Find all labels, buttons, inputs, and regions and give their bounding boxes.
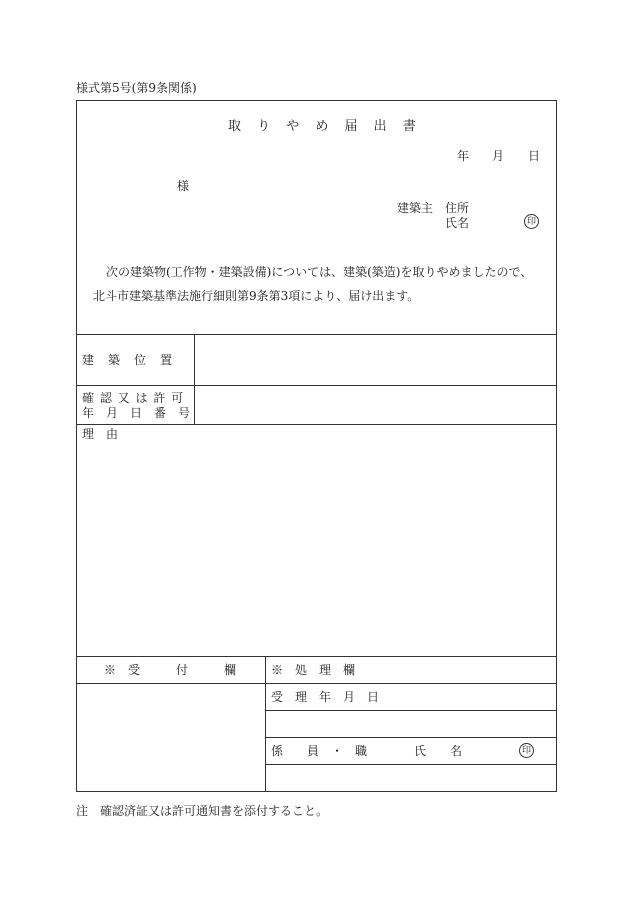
date-month[interactable]: 月 bbox=[492, 149, 505, 163]
name-label: 氏名 bbox=[445, 216, 470, 230]
staff-name-label: 氏 名 bbox=[414, 744, 463, 758]
divider bbox=[76, 385, 557, 386]
form-title: 取 り や め 届 出 書 bbox=[228, 119, 422, 134]
divider bbox=[76, 334, 557, 335]
statement-line-2: 北斗市建築基準法施行細則第9条第3項により、届け出ます。 bbox=[93, 289, 420, 303]
divider bbox=[76, 683, 557, 684]
divider bbox=[265, 710, 557, 711]
confirm-label-1: 確 認 又 は 許 可 bbox=[82, 391, 185, 405]
date-year[interactable]: 年 bbox=[457, 149, 470, 163]
seal-icon: 印 bbox=[519, 743, 534, 758]
address-label: 住所 bbox=[445, 201, 470, 215]
divider bbox=[265, 737, 557, 738]
addressee-suffix: 様 bbox=[177, 179, 190, 193]
form-number: 様式第5号(第9条関係) bbox=[76, 81, 197, 95]
reason-label: 理 由 bbox=[82, 427, 119, 441]
location-field[interactable] bbox=[196, 336, 555, 383]
applicant-role: 建築主 bbox=[397, 201, 434, 215]
divider bbox=[76, 424, 557, 425]
divider bbox=[265, 656, 266, 792]
statement-line-1: 次の建築物(工作物・建築設備)については、建築(築造)を取りやめましたので、 bbox=[106, 265, 533, 279]
divider bbox=[194, 334, 195, 424]
staff-label: 係 員 ・ 職 bbox=[271, 744, 368, 758]
reason-field[interactable] bbox=[78, 444, 555, 654]
divider bbox=[76, 656, 557, 657]
reception-header: ※ 受 付 欄 bbox=[104, 663, 237, 677]
location-label: 建 築 位 置 bbox=[82, 353, 174, 367]
receipt-date-label: 受 理 年 月 日 bbox=[271, 690, 380, 704]
footnote: 注 確認済証又は許可通知書を添付すること。 bbox=[76, 804, 329, 818]
reception-field[interactable] bbox=[78, 685, 264, 790]
divider bbox=[265, 764, 557, 765]
confirm-label-2: 年 月 日 番 号 bbox=[82, 406, 191, 420]
processing-header: ※ 処 理 欄 bbox=[271, 663, 356, 677]
date-day[interactable]: 日 bbox=[528, 149, 541, 163]
seal-icon: 印 bbox=[524, 214, 539, 229]
confirm-field[interactable] bbox=[196, 387, 555, 423]
